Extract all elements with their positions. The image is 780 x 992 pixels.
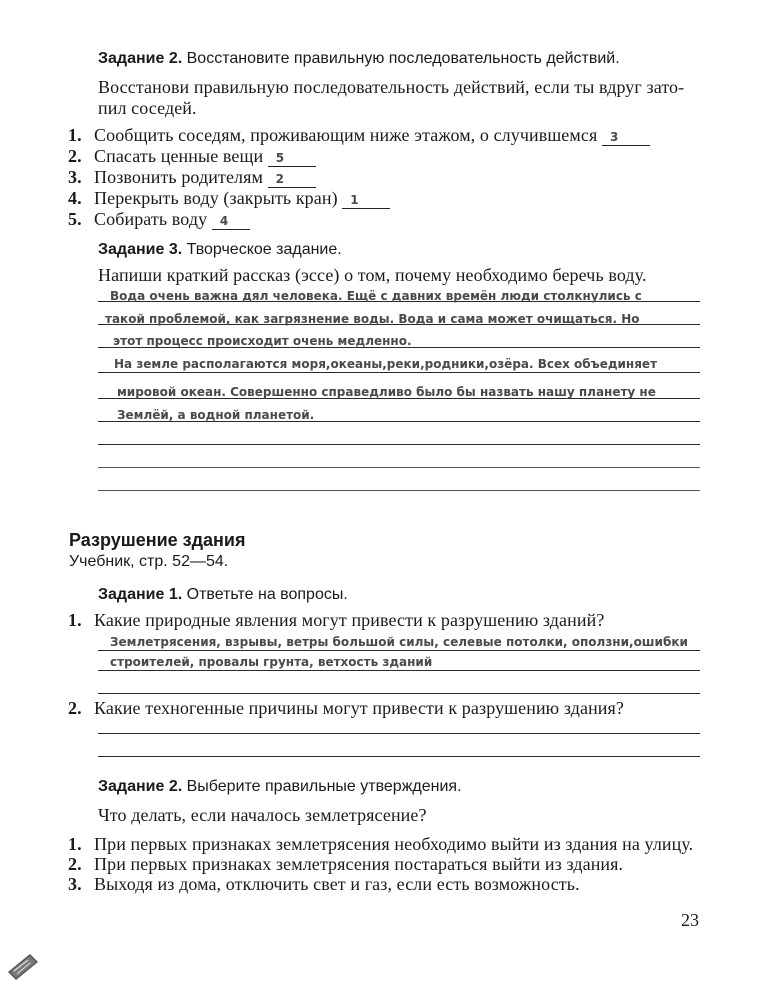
item-number: 5. [68, 209, 82, 229]
task2-heading [98, 50, 620, 68]
item-number: 1. [68, 125, 82, 145]
question-number: 2. [68, 698, 82, 718]
answer-line [98, 756, 700, 757]
answer-line [98, 650, 700, 651]
task-label: Задание 2. [98, 778, 183, 795]
list-item [68, 188, 650, 209]
task2-instruction [98, 77, 708, 98]
essay-text-line: мировой океан. Совершенно справедливо было бы назвать нашу планету не [117, 385, 656, 399]
item-text: Перекрыть воду (закрыть кран) [94, 188, 338, 208]
answer-line [98, 693, 700, 694]
item-text: Собирать воду [94, 209, 208, 229]
question-1 [68, 610, 604, 631]
statement-text: Выходя из дома, отключить свет и газ, если есть возможность. [94, 874, 580, 894]
page-number: 23 [681, 910, 699, 930]
item-text: Сообщить соседям, проживающим ниже этажом, о случившемся [94, 125, 598, 145]
question-text: Какие природные явления могут привести к разрушению зданий? [94, 610, 605, 630]
instruction-line: Восстанови правильную последовательность действий, если ты вдруг зато- [98, 77, 685, 97]
list-item [68, 167, 650, 188]
task-label: Задание 1. [98, 586, 183, 603]
statement-text: При первых признаках землетрясения постараться выйти из здания. [94, 854, 624, 874]
writing-line [98, 467, 700, 468]
essay-text-line: такой проблемой, как загрязнение воды. Вода и сама может очищаться. Но [105, 312, 640, 326]
site-logo-icon [6, 950, 40, 984]
item-text: Позвонить родителям [94, 167, 264, 187]
task-text: Выберите правильные утверждения. [186, 778, 462, 795]
question-2 [68, 698, 624, 719]
essay-text-line: На земле располагаются моря,океаны,реки,родники,озёра. Всех объединяет [114, 357, 658, 371]
essay-text-line: Вода очень важна дял человека. Ещё с давних времён люди столкнулись с [110, 289, 642, 303]
question-text: Какие техногенные причины могут привести к разрушению здания? [94, 698, 624, 718]
writing-line [98, 490, 700, 491]
statement-number: 3. [68, 874, 82, 894]
textbook-reference: Учебник, стр. 52—54. [69, 553, 229, 570]
answer-line [98, 733, 700, 734]
writing-line [98, 372, 700, 373]
writing-line [98, 444, 700, 445]
task-label: Задание 3. [98, 241, 183, 258]
list-item [68, 125, 650, 146]
list-item [68, 146, 650, 167]
task2b-question: Что делать, если началось землетрясение? [98, 805, 427, 825]
statement-item[interactable] [68, 854, 693, 874]
task3-heading [98, 241, 342, 259]
essay-text-line: этот процесс происходит очень медленно. [113, 334, 412, 348]
statement-number: 1. [68, 834, 82, 854]
item-number: 2. [68, 146, 82, 166]
task3-instruction: Напиши краткий рассказ (эссе) о том, почему необходимо беречь воду. [98, 265, 647, 285]
answer-field[interactable]: 4 [212, 212, 250, 230]
item-text: Спасать ценные вещи [94, 146, 264, 166]
statement-number: 2. [68, 854, 82, 874]
sequence-list [68, 125, 650, 230]
item-number: 3. [68, 167, 82, 187]
task2b-heading [98, 778, 462, 796]
task-text: Ответьте на вопросы. [186, 586, 348, 603]
list-item [68, 209, 650, 230]
section-title: Разрушение здания [69, 530, 246, 550]
task-text: Восстановите правильную последовательность действий. [186, 50, 620, 67]
task-label: Задание 2. [98, 50, 183, 67]
answer-field[interactable]: 3 [602, 128, 650, 146]
task1-heading [98, 586, 348, 604]
answer-line [98, 670, 700, 671]
answer-text-line: строителей, провалы грунта, ветхость зданий [110, 655, 433, 669]
essay-text-line: Землёй, а водной планетой. [117, 408, 315, 422]
statements-list [68, 834, 693, 894]
answer-field[interactable]: 1 [342, 191, 390, 209]
instruction-line: пил соседей. [98, 98, 197, 118]
task-text: Творческое задание. [186, 241, 342, 258]
statement-item[interactable] [68, 874, 693, 894]
question-number: 1. [68, 610, 82, 630]
item-number: 4. [68, 188, 82, 208]
statement-item[interactable] [68, 834, 693, 854]
answer-text-line: Землетрясения, взрывы, ветры большой силы, селевые потолки, оползни,ошибки [110, 635, 688, 649]
answer-field[interactable]: 5 [268, 149, 316, 167]
answer-field[interactable]: 2 [268, 170, 316, 188]
statement-text: При первых признаках землетрясения необходимо выйти из здания на улицу. [94, 834, 694, 854]
